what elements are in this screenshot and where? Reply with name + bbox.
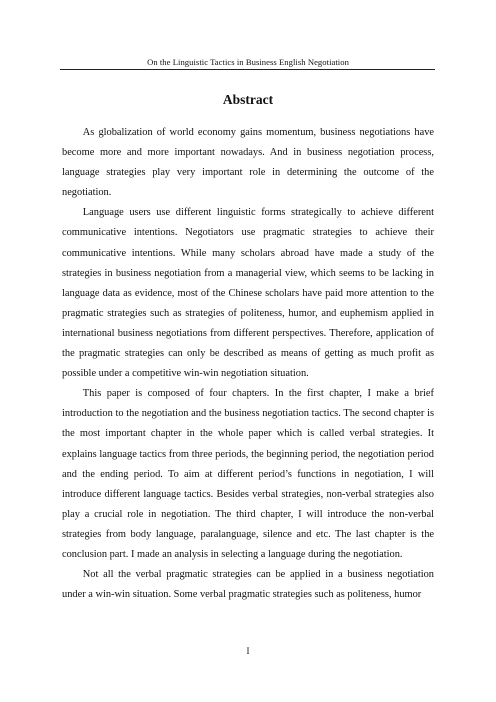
section-title: Abstract	[222, 92, 274, 107]
running-header: On the Linguistic Tactics in Business English Negotiation	[147, 57, 349, 67]
paragraph: Language users use different linguistic forms strategically to achieve different communicative intentions. Negotiators use pragmatic strategies to achieve their communicative intentions. While many scholars abroad have made a study of the strategies in business negotiation from a managerial view, which seems to be lacking in language data as evidence, most of the Chinese scholars have paid more attention to the pragmatic strategies such as strategies of politeness, humor, and euphemism applied in international business negotiations from different perspectives. Therefore, application of the pragmatic strategies can only be described as means of getting as much profit as possible under a competitive win-win negotiation situation.	[62, 207, 434, 380]
paragraph: Not all the verbal pragmatic strategies can be applied in a business negotiation under a win-win situation. Some verbal pragmatic strategies such as politeness, humor	[62, 569, 434, 601]
page-number: I	[246, 646, 250, 656]
paragraph: As globalization of world economy gains momentum, business negotiations have become more and more important nowadays. And in business negotiation process, language strategies play very important role in determining the outcome of the negotiation.	[62, 127, 434, 199]
paragraph: This paper is composed of four chapters. In the first chapter, I make a brief introduction to the negotiation and the business negotiation tactics. The second chapter is the most important chapter in the whole paper which is called verbal strategies. It explains language tactics from three periods, the beginning period, the negotiation period and the ending period. To aim at different period’s functions in negotiation, I will introduce different language tactics. Besides verbal strategies, non-verbal strategies also play a crucial role in negotiation. The third chapter, I will introduce the non-verbal strategies from body language, paralanguage, silence and etc. The last chapter is the conclusion part. I made an analysis in selecting a language during the negotiation.	[62, 388, 434, 560]
abstract-body	[62, 123, 434, 605]
header-rule	[60, 69, 435, 70]
